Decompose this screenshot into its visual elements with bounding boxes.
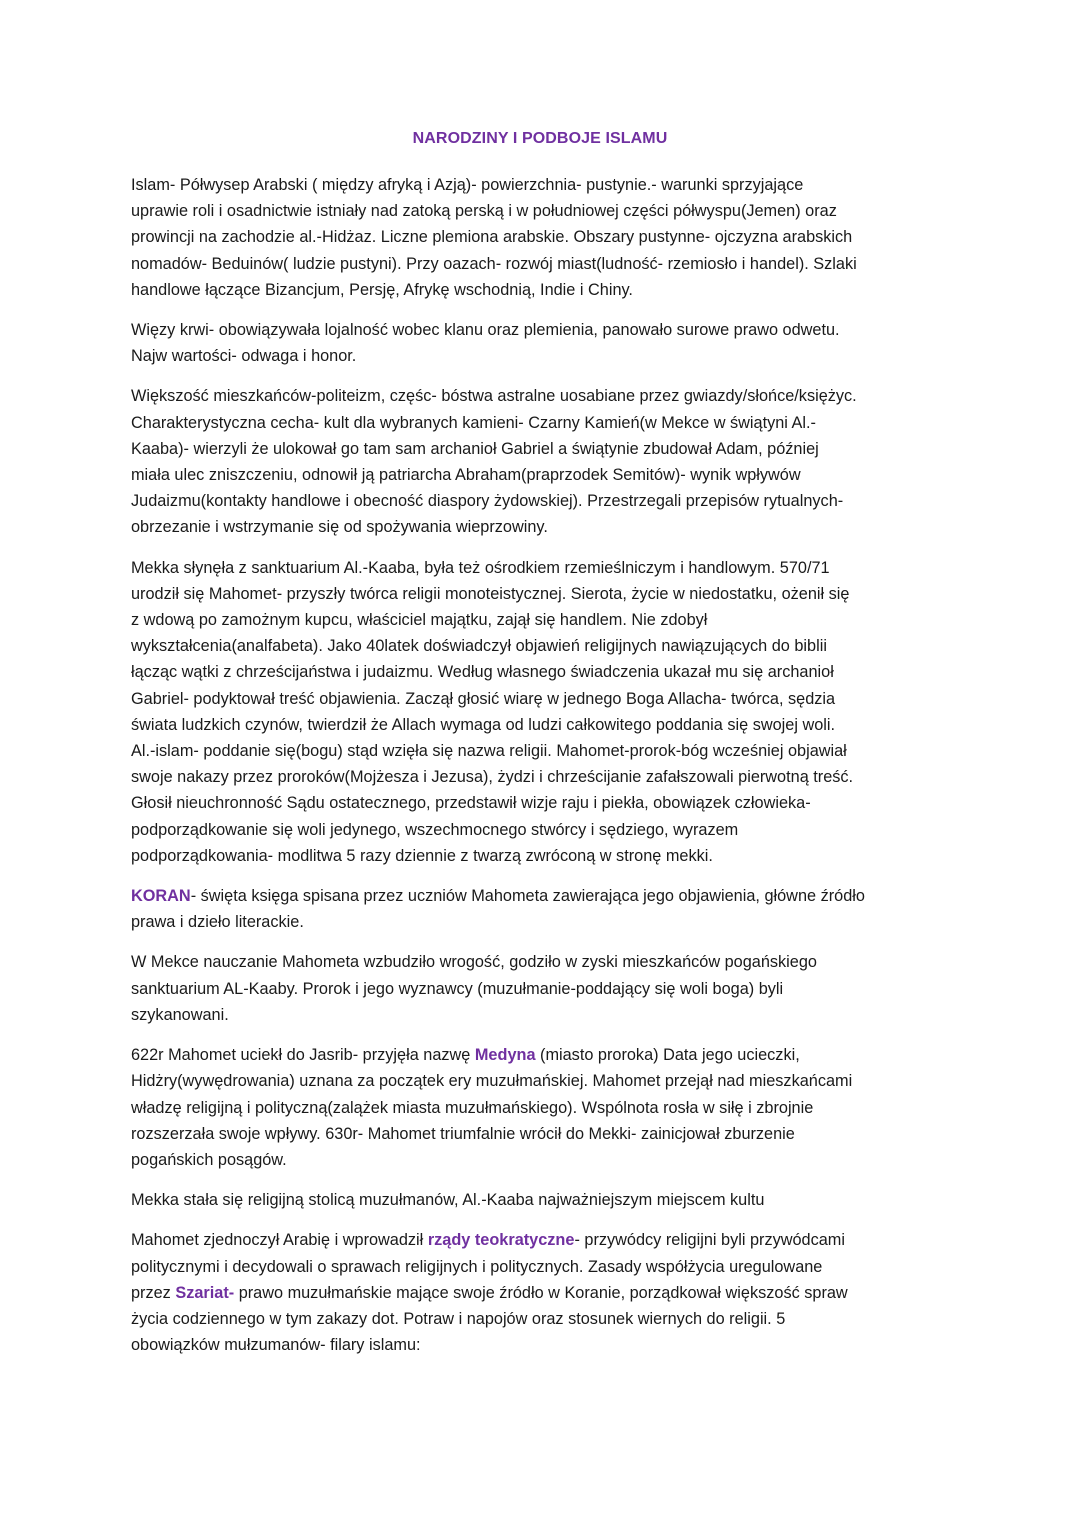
- text-line: [131, 1306, 951, 1332]
- text-segment: urodził się Mahomet- przyszły twórca religii monoteistycznej. Sierota, życie w niedostatku, ożenił się: [131, 584, 850, 603]
- text-segment: sanktuarium AL-Kaaby. Prorok i jego wyznawcy (muzułmanie-poddający się woli boga) byli: [131, 979, 784, 998]
- paragraph: [131, 1187, 951, 1213]
- text-segment: Głosił nieuchronność Sądu ostatecznego, przedstawił wizje raju i piekła, obowiązek człowieka-: [131, 794, 811, 813]
- text-line: [131, 251, 951, 277]
- text-segment: Mahomet zjednoczył Arabię i wprowadził: [131, 1231, 428, 1250]
- text-line: [131, 633, 951, 659]
- text-line: [131, 488, 951, 514]
- text-segment: z wdową po zamożnym kupcu, właściciel majątku, zajął się handlem. Nie zdobył: [131, 611, 708, 630]
- text-line: [131, 436, 951, 462]
- text-segment: władzę religijną i polityczną(zalążek miasta muzułmańskiego). Wspólnota rosła w siłę i zbrojnie: [131, 1098, 814, 1117]
- text-line: [131, 764, 951, 790]
- text-line: [131, 790, 951, 816]
- text-line: [131, 1068, 951, 1094]
- text-line: [131, 1187, 951, 1213]
- text-segment: 622r Mahomet uciekł do Jasrib- przyjęła nazwę: [131, 1046, 475, 1065]
- text-line: [131, 712, 951, 738]
- text-line: [131, 817, 951, 843]
- text-segment: prawo muzułmańskie mające swoje źródło w Koranie, porządkował większość spraw: [234, 1283, 848, 1302]
- text-segment: Najw wartości- odwaga i honor.: [131, 347, 357, 366]
- text-segment: Większość mieszkańców-politeizm, częśc- bóstwa astralne uosabiane przez gwiazdy/słońce/księżyc.: [131, 387, 857, 406]
- text-segment: (miasto proroka) Data jego ucieczki,: [535, 1046, 800, 1065]
- text-line: [131, 462, 951, 488]
- document-body: [131, 172, 951, 1372]
- text-segment: Kaaba)- wierzyli że ulokował go tam sam archanioł Gabriel a świątynie zbudował Adam, później: [131, 439, 819, 458]
- text-line: [131, 172, 951, 198]
- text-segment: szykanowani.: [131, 1005, 229, 1024]
- text-segment: pogańskich posągów.: [131, 1150, 287, 1169]
- paragraph: [131, 555, 951, 869]
- highlighted-term: Szariat-: [175, 1283, 235, 1302]
- text-segment: podporządkowanie się woli jedynego, wszechmocnego stwórcy i sędziego, wyrazem: [131, 820, 739, 839]
- text-line: [131, 343, 951, 369]
- text-segment: Więzy krwi- obowiązywała lojalność wobec klanu oraz plemienia, panowało surowe prawo odwetu.: [131, 321, 840, 340]
- text-line: [131, 1121, 951, 1147]
- text-line: [131, 949, 951, 975]
- paragraph: [131, 1042, 951, 1173]
- text-segment: swoje nakazy przez proroków(Mojżesza i Jezusa), żydzi i chrześcijanie zafałszowali pierwotną treść.: [131, 768, 854, 787]
- text-segment: Mekka stała się religijną stolicą muzułmanów, Al.-Kaaba najważniejszym miejscem kultu: [131, 1191, 765, 1210]
- text-line: [131, 224, 951, 250]
- paragraph: [131, 883, 951, 935]
- text-segment: przez: [131, 1283, 176, 1302]
- text-segment: uprawie roli i osadnictwie istniały nad zatoką perską i w południowej części półwyspu(Jemen) oraz: [131, 202, 837, 221]
- text-line: [131, 383, 951, 409]
- highlighted-term: KORAN: [131, 887, 191, 906]
- text-line: [131, 198, 951, 224]
- text-segment: Islam- Półwysep Arabski ( między afryką i Azją)- powierzchnia- pustynie.- warunki sprzyjające: [131, 176, 804, 194]
- text-segment: Judaizmu(kontakty handlowe i obecność diaspory żydowskiej). Przestrzegali przepisów rytualnych-: [131, 492, 844, 511]
- text-line: [131, 581, 951, 607]
- text-line: [131, 1095, 951, 1121]
- text-segment: Hidżry(wywędrowania) uznana za początek ery muzułmańskiej. Mahomet przejął nad mieszkańcami: [131, 1072, 853, 1091]
- text-segment: Mekka słynęła z sanktuarium Al.-Kaaba, była też ośrodkiem rzemieślniczym i handlowym. 570/71: [131, 558, 830, 577]
- text-segment: wykształcenia(analfabeta). Jako 40latek doświadczył objawień religijnych nawiązujących do biblii: [131, 637, 827, 656]
- paragraph: [131, 1227, 951, 1358]
- text-line: [131, 738, 951, 764]
- text-segment: - święta księga spisana przez uczniów Mahometa zawierająca jego objawienia, główne źródło: [190, 887, 865, 906]
- paragraph: [131, 949, 951, 1028]
- text-segment: Charakterystyczna cecha- kult dla wybranych kamieni- Czarny Kamień(w Mekce w świątyni Al.-: [131, 413, 816, 432]
- text-line: [131, 976, 951, 1002]
- text-line: [131, 909, 951, 935]
- text-segment: rozszerzała swoje wpływy. 630r- Mahomet triumfalnie wrócił do Mekki- zainicjował zburzenie: [131, 1124, 795, 1143]
- text-line: [131, 555, 951, 581]
- text-segment: politycznymi i decydowali o sprawach religijnych i politycznych. Zasady współżycia uregulowane: [131, 1257, 823, 1276]
- document-title: NARODZINY I PODBOJE ISLAMU: [412, 130, 668, 147]
- text-segment: miała ulec zniszczeniu, odnowił ją patriarcha Abraham(praprzodek Semitów)- wynik wpływów: [131, 466, 801, 485]
- text-segment: Al.-islam- poddanie się(bogu) stąd wzięła się nazwa religii. Mahomet-prorok-bóg wcześniej objawiał: [131, 742, 847, 761]
- text-line: [131, 843, 951, 869]
- text-segment: prowincji na zachodzie al.-Hidżaz. Liczne plemiona arabskie. Obszary pustynne- ojczyzna arabskich: [131, 228, 853, 247]
- text-segment: handlowe łączące Bizancjum, Persję, Afrykę wschodnią, Indie i Chiny.: [131, 280, 633, 299]
- text-line: [131, 410, 951, 436]
- text-segment: obrzezanie i wstrzymanie się od spożywania wieprzowiny.: [131, 518, 548, 537]
- text-line: [131, 1147, 951, 1173]
- text-segment: prawa i dzieło literackie.: [131, 913, 304, 932]
- text-segment: podporządkowania- modlitwa 5 razy dziennie z twarzą zwróconą w stronę mekki.: [131, 846, 713, 865]
- text-line: [131, 1002, 951, 1028]
- text-line: [131, 607, 951, 633]
- text-line: [131, 1280, 951, 1306]
- text-segment: W Mekce nauczanie Mahometa wzbudziło wrogość, godziło w zyski mieszkańców pogańskiego: [131, 953, 817, 972]
- text-line: [131, 659, 951, 685]
- text-line: [131, 1332, 951, 1358]
- text-line: [131, 1254, 951, 1280]
- text-line: [131, 883, 951, 909]
- highlighted-term: Medyna: [474, 1046, 536, 1065]
- text-segment: Gabriel- podyktował treść objawienia. Zaczął głosić wiarę w jednego Boga Allacha- twórca, sędzia: [131, 689, 836, 708]
- highlighted-term: rządy teokratyczne: [427, 1231, 575, 1250]
- text-segment: życia codziennego w tym zakazy dot. Potraw i napojów oraz stosunek wiernych do religii. 5: [131, 1309, 786, 1328]
- text-line: [131, 1042, 951, 1068]
- text-line: [131, 317, 951, 343]
- text-segment: świata ludzkich czynów, twierdził że Allach wymaga od ludzi całkowitego poddania się swojej woli.: [131, 715, 836, 734]
- text-segment: łącząc wątki z chrześcijaństwa i judaizmu. Według własnego świadczenia ukazał mu się archanioł: [131, 663, 834, 682]
- paragraph: [131, 172, 951, 303]
- text-line: [131, 514, 951, 540]
- text-segment: - przywódcy religijni byli przywódcami: [574, 1231, 845, 1250]
- paragraph: [131, 383, 951, 540]
- text-line: [131, 686, 951, 712]
- text-line: [131, 277, 951, 303]
- text-line: [131, 1227, 951, 1253]
- text-segment: obowiązków mułzumanów- filary islamu:: [131, 1336, 421, 1355]
- text-segment: nomadów- Beduinów( ludzie pustyni). Przy oazach- rozwój miast(ludność- rzemiosło i handel). Szlaki: [131, 254, 857, 273]
- paragraph: [131, 317, 951, 369]
